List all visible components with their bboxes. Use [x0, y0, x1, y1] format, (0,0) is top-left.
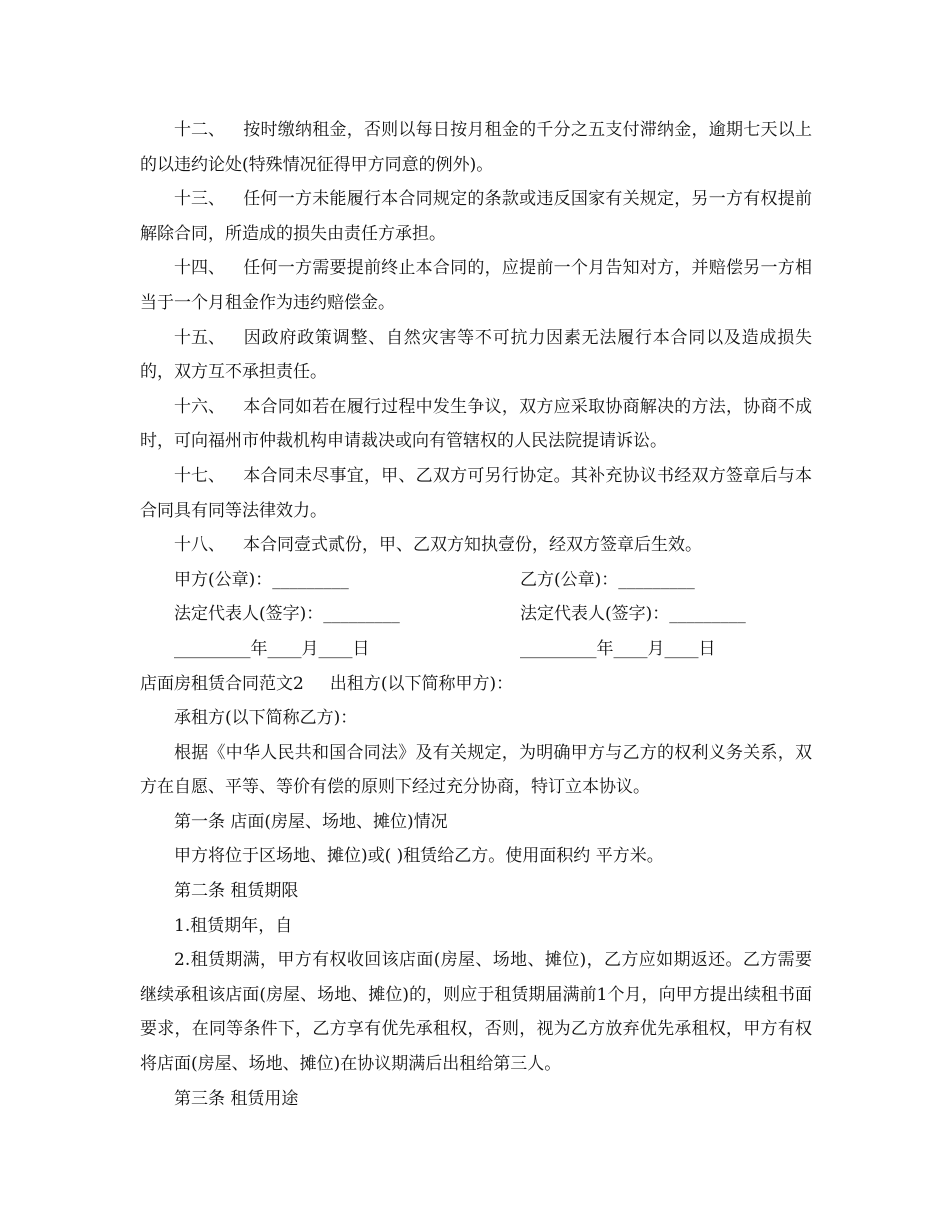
- clause-17: [140, 459, 812, 528]
- party-b-seal-line: 乙方(公章)：_________: [520, 569, 695, 590]
- clause-18: [140, 528, 812, 563]
- clause-number: 十五、: [174, 327, 225, 348]
- signature-date-row: [140, 632, 812, 667]
- article-1-body: 甲方将位于区场地、摊位)或( )租赁给乙方。使用面积约 平方米。: [174, 846, 664, 867]
- article-2-title: 第二条 租赁期限: [174, 881, 299, 902]
- signature-seal-row: [140, 563, 812, 598]
- second-contract-heading: [140, 667, 812, 702]
- party-b-date-line: _________年____月____日: [520, 638, 716, 659]
- clause-text: 任何一方未能履行本合同规定的条款或违反国家有关规定，另一方有权提前解除合同，所造成的损失由责任方承担。: [140, 189, 812, 244]
- clause-14: [140, 251, 812, 320]
- clause-text: 因政府政策调整、自然灾害等不可抗力因素无法履行本合同以及造成损失的，双方互不承担责任。: [140, 327, 812, 383]
- article-2-item-1: 1.租赁期年，自: [174, 915, 293, 936]
- clause-text: 本合同未尽事宜，甲、乙双方可另行协定。其补充协议书经双方签章后与本合同具有同等法律效力。: [140, 465, 812, 521]
- party-a-seal-line: 甲方(公章)：_________: [174, 569, 349, 590]
- clause-number: 十二、: [174, 120, 225, 140]
- clause-12: [140, 113, 812, 182]
- party-a-rep-line: 法定代表人(签字)：_________: [174, 604, 400, 625]
- clause-number: 十八、: [174, 535, 225, 556]
- signature-rep-row: [140, 597, 812, 632]
- clause-15: [140, 321, 812, 390]
- lessor-line: 出租方(以下简称甲方)：: [329, 673, 514, 694]
- preamble-paragraph: 根据《中华人民共和国合同法》及有关规定，为明确甲方与乙方的权利义务关系，双方在自愿、平等、等价有偿的原则下经过充分协商，特订立本协议。: [140, 742, 812, 798]
- second-contract-title: 店面房租赁合同范文2: [140, 673, 304, 694]
- clause-text: 本合同壹式贰份，甲、乙双方知执壹份，经双方签章后生效。: [243, 535, 702, 556]
- clause-text: 任何一方需要提前终止本合同的，应提前一个月告知对方，并赔偿另一方相当于一个月租金作为违约赔偿金。: [140, 258, 812, 313]
- clause-number: 十六、: [174, 396, 225, 417]
- clause-16: [140, 390, 812, 459]
- article-2-item-2: 2.租赁期满，甲方有权收回该店面(房屋、场地、摊位)，乙方应如期返还。乙方需要继续承租该店面(房屋、场地、摊位)的，则应于租赁期届满前1个月，向甲方提出续租书面要求，在同等条件下，乙方享有优先承租权，否则，视为乙方放弃优先承租权，甲方有权将店面(房屋、场地、摊位)在协议期满后出租给第三人。: [140, 950, 812, 1075]
- clause-number: 十三、: [174, 189, 225, 210]
- document-body: [140, 113, 812, 1116]
- article-3-title: 第三条 租赁用途: [174, 1088, 299, 1109]
- lessee-line: 承租方(以下简称乙方)：: [174, 708, 358, 729]
- party-b-rep-line: 法定代表人(签字)：_________: [520, 604, 746, 625]
- clause-text: 本合同如若在履行过程中发生争议，双方应采取协商解决的方法，协商不成时，可向福州市仲裁机构申请裁决或向有管辖权的人民法院提请诉讼。: [140, 396, 812, 452]
- clause-number: 十四、: [174, 258, 225, 279]
- article-1-title: 第一条 店面(房屋、场地、摊位)情况: [174, 811, 448, 832]
- party-a-date-line: _________年____月____日: [174, 638, 370, 659]
- clause-13: [140, 182, 812, 251]
- clause-text: 按时缴纳租金，否则以每日按月租金的千分之五支付滞纳金，逾期七天以上的以违约论处(特殊情况征得甲方同意的例外)。: [140, 120, 812, 175]
- clause-number: 十七、: [174, 465, 225, 486]
